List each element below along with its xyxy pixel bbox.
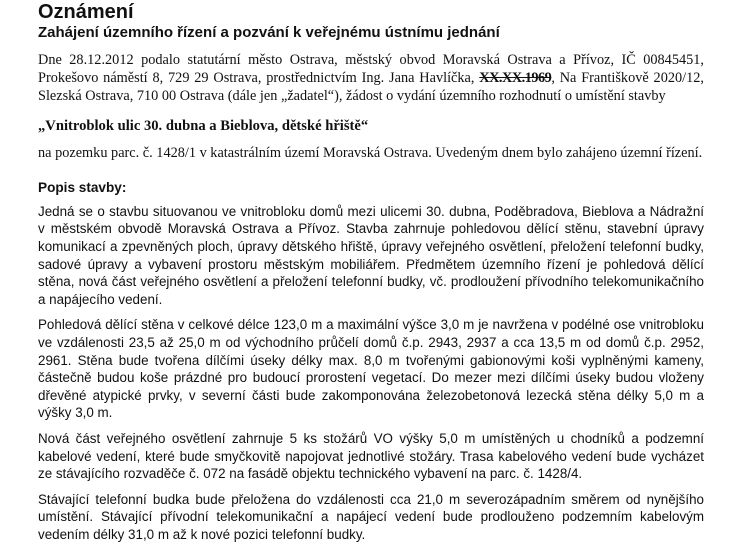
section-heading-popis-stavby: Popis stavby: <box>38 179 127 195</box>
document-title: Oznámení <box>38 1 134 23</box>
description-paragraph: Pohledová dělící stěna v celkové délce 123,0 m a maximální výšce 3,0 m je navržena v podélné ose vnitrobloku ve vzdálenosti 23,5 až 25,0 m od východního průčelí domů č.p. 2943, 2937 a cca 13,5 m od domů č.p. 2952, 2961. Stěna bude tvořena dílčími úseky délky max. 8,0 m tvořenými gabionovými koši vyplněnými kameny, částečně budou koše prázdné pro budoucí prorostení vegetací. Do mezer mezi dílčími úseky budou vloženy dřevěné atypické prvky, v severní části bude zakomponována železobetonová lezecká stěna délky 5,0 m a výšky 3,0 m. <box>38 317 704 421</box>
redacted-birthdate: XX.XX.1969 <box>479 70 552 87</box>
description-paragraph: Jedná se o stavbu situovanou ve vnitrobloku domů mezi ulicemi 30. dubna, Poděbradova, Bieblova a Nádražní v městském obvodě Moravská Ostrava a Přívoz. Stavba zahrnuje pohledovou dělící stěnu, stavební úpravy komunikací a zpevněných ploch, úpravy dětského hřiště, úpravy veřejného osvětlení, přeložení telefonní budky, sadové úpravy a vybavení prostoru městským mobiliářem. Předmětem územního řízení je pohledová dělící stěna, nová část veřejného osvětlení a přeložení telefonní budky, vč. prodloužení přívodního telekomunikačního a napájecího vedení. <box>38 203 704 307</box>
description-paragraph: Nová část veřejného osvětlení zahrnuje 5 ks stožárů VO výšky 5,0 m umístěných u chodníků a podzemní kabelové vedení, které bude smyčkovitě napojovat jednotlivé stožáry. Trasa kabelového vedení bude vycházet ze stávajícího rozvaděče č. 072 na fasádě objektu technického vybavení na parc. č. 1428/4. <box>38 430 704 482</box>
description-paragraph: Stávající telefonní budka bude přeložena do vzdálenosti cca 21,0 m severozápadním směrem od nynějšího umístění. Stávající přívodní telekomunikační a napájecí vedení bude prodlouženo podzemním kabelovým vedením délky 31,0 m až k nové pozici telefonní budky. <box>38 491 704 542</box>
intro-text-start: Dne 28.12.2012 podalo statutární město Ostrava, městský obvod Moravská Ostrava a Přívoz, IČ 00845451, Prokešovo náměstí 8, 729 29 Ostrava, prostřednictvím Ing. Jana Havlíčka, <box>38 52 704 87</box>
intro-text-end: , Na Františkově 2020/12, Slezská Ostrava, 710 00 Ostrava (dále jen „žadatel“), žádost o vydání územního rozhodnutí o umístění stavby <box>38 70 704 105</box>
location-paragraph: na pozemku parc. č. 1428/1 v katastrálním území Moravská Ostrava. Uvedeným dnem bylo zahájeno územní řízení. <box>38 144 703 161</box>
document-page <box>38 0 704 544</box>
project-name: „Vnitroblok ulic 30. dubna a Bieblova, dětské hřiště“ <box>38 117 369 134</box>
intro-paragraph <box>38 51 704 106</box>
document-subtitle: Zahájení územního řízení a pozvání k veřejnému ústnímu jednání <box>38 24 500 41</box>
